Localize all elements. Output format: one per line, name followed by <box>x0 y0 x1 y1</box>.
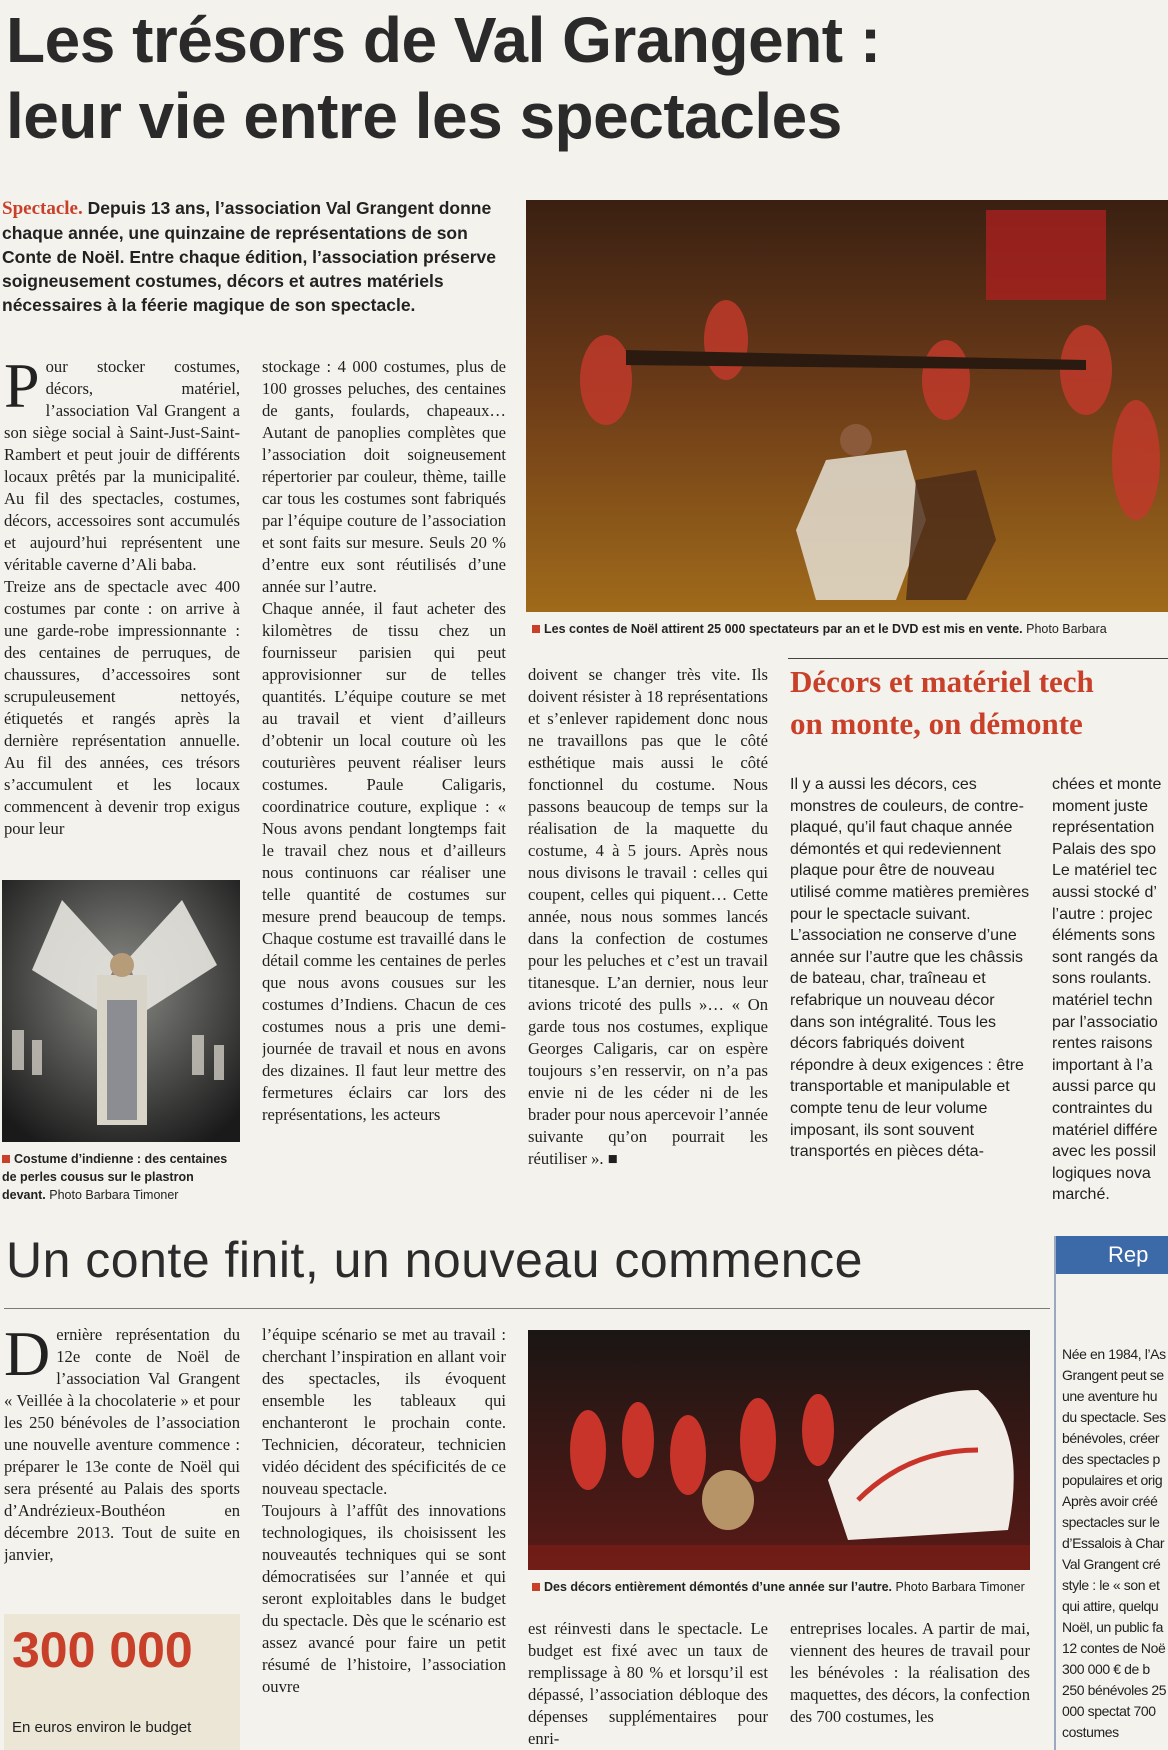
decors-column-1 <box>790 774 1030 1216</box>
christmas-tale-credit: Photo Barbara <box>1022 622 1107 636</box>
decor-photo <box>528 1330 1030 1570</box>
sidebar-text <box>1062 1344 1168 1750</box>
decor-caption-text: Des décors entièrement démontés d’une année sur l’autre. <box>544 1580 893 1594</box>
sidebar-border <box>1054 1236 1056 1750</box>
christmas-tale-illustration <box>526 200 1168 612</box>
article1-col1-para-b: Treize ans de spectacle avec 400 costumes par conte : on arrive à une garde-robe impressionnante : des centaines de perruques, de chaussures, d’accessoires sont scrupuleusement nettoyés, étiquetés et rangés après la dernière représentation annuelle. Au fil des années, ces trésors s’accumulent et les locaux commencent à devenir trop exigus pour leur <box>4 577 240 838</box>
article1-col2-para-b: Chaque année, il faut acheter des kilomètres de tissu chez un fournisseur parisien qui peut approvisionner sur de telles quantités. L’équipe couture se met au travail et vient d’ailleurs d’obtenir un local couture où les couturières peuvent réaliser leurs costumes. Paule Caligaris, coordinatrice couture, explique : « Nous avons pendant longtemps fait le travail chez nous et d’ailleurs nous continuons car réaliser une telle quantité de costumes sur mesure prend beaucoup de temps. Chaque costume est travaillé dans le détail comme les centaines de perles que nous avons cousues sur les costumes d’Indiens. Chacun de ces costumes nous a pris une demi-journée de travail et nous en avons des dizaines. Il faut leur mettre des fermetures éclairs car lors des représentations, les acteurs <box>262 599 506 1124</box>
section2-rule <box>4 1308 1050 1309</box>
christmas-tale-caption <box>532 620 1168 638</box>
decors-column-2 <box>1052 774 1168 1216</box>
indian-costume-caption-text: Costume d’indienne : des centaines de perles cousus sur le plastron devant. <box>2 1152 228 1202</box>
caption-square-icon <box>532 625 540 633</box>
caption-square-icon <box>2 1155 10 1163</box>
section2-column-4 <box>790 1618 1030 1750</box>
decors-top-rule <box>788 658 1168 659</box>
section2-title: Un conte finit, un nouveau commence <box>6 1232 863 1288</box>
section2-col3-text: est réinvesti dans le spectacle. Le budget est fixé avec un taux de remplissage à 80 % et lorsqu’il est dépassé, l’association débloque des dépenses supplémentaires pour enri- <box>528 1619 768 1748</box>
article1-column-2 <box>262 356 506 1216</box>
christmas-tale-photo <box>526 200 1168 612</box>
indian-costume-caption <box>2 1150 240 1204</box>
article1-column-3 <box>528 664 768 1216</box>
indian-costume-credit: Photo Barbara Timoner <box>45 1188 179 1202</box>
sidebar-text-body: Née en 1984, l’As Grangent peut se une aventure hu du spectacle. Ses bénévoles, créer des spectacles p populaires et orig Après avoir créé spectacles sur le d’Essalois à Char Val Grangent cré style : le « son et qui attire, quelqu Noël, un public fa 12 contes de Noë 300 000 € de b 250 bénévoles 25 000 spectat 700 costumes <box>1062 1346 1167 1740</box>
decors-title-line-1: Décors et matériel tech <box>790 664 1094 699</box>
article1-col3-text: doivent se changer très vite. Ils doivent résister à 18 représentations et s’enlever rapidement donc nous ne travaillons pas que le côté esthétique mais aussi le côté fonctionnel du costume. Nous passons beaucoup de temps sur la réalisation de la maquette du costume, 4 à 5 jours. Après nous nous divisons le travail : celles qui coupent, celles qui piquent… Cette année, nous nous sommes lancés dans la confection de costumes pour les peluches et c’est un travail titanesque. L’an dernier, nous leur avions tricoté des pulls »… « On garde tous nos costumes, explique Georges Caligaris, car on espère toujours s’en resservir, on n’a pas envie ni de les céder ni de les brader pour nous apercevoir l’année suivante qu’on pourrait les réutiliser ». ■ <box>528 665 768 1168</box>
indian-costume-illustration <box>2 880 240 1142</box>
section2-col1-text: ernière représentation du 12e conte de Noël de l’association Val Grangent « Veillée à la chocolaterie » et pour les 250 bénévoles de l’association une nouvelle aventure commence : préparer le 13e conte de Noël qui sera présenté au Palais des sports d’Andrézieux-Bouthéon en décembre 2013. Tout de suite en janvier, <box>4 1325 240 1564</box>
lead-paragraph <box>2 196 498 317</box>
headline-line-1: Les trésors de Val Grangent : <box>6 4 881 76</box>
section2-column-1 <box>4 1324 240 1612</box>
section2-column-3 <box>528 1618 768 1750</box>
sidebar-tab: Rep <box>1056 1236 1168 1274</box>
lead-kicker: Spectacle. <box>2 198 83 219</box>
section2-col4-text: entreprises locales. A partir de mai, viennent des heures de travail pour les bénévoles : la réalisation des maquettes, des décors, la confection des 700 costumes, les <box>790 1619 1030 1726</box>
decors-col1-text: Il y a aussi les décors, ces monstres de couleurs, de contre-plaqué, qu’il faut chaque année démontés et qui redeviennent plaque pour être de nouveau utilisé comme matières premières pour le spectacle suivant. L’association ne conserve d’une année sur l’autre que les châssis de bateau, char, traîneau et refabrique un nouveau décor dans son intégralité. Tous les décors fabriqués doivent répondre à deux exigences : être transportable et manipulable et compte tenu de leur volume imposant, ils sont souvent transportés en pièces déta- <box>790 776 1030 1161</box>
budget-caption: En euros environ le budget <box>12 1719 192 1736</box>
article1-col2-para-a: stockage : 4 000 costumes, plus de 100 grosses peluches, des centaines de gants, foulards, chapeaux… Autant de panoplies complètes que l’association doit soigneusement répertorier par couleur, thème, taille car tous les costumes sont fabriqués par l’équipe couture de l’association et sont faits sur mesure. Seuls 20 % d’entre eux sont réutilisés d’une année sur l’autre. <box>262 357 506 596</box>
indian-costume-photo <box>2 880 240 1142</box>
decor-illustration <box>528 1330 1030 1570</box>
christmas-tale-caption-text: Les contes de Noël attirent 25 000 spectateurs par an et le DVD est mis en vente. <box>544 622 1023 636</box>
decors-col2-text: chées et monte moment juste représentation Palais des spo Le matériel tec aussi stocké d’ l’autre : projec éléments sons sont rangés da sons roulants. matériel techn par l’associatio rentes raisons important à l’a aussi parce qu contraintes du matériel différe avec les possil logiques nova marché. <box>1052 776 1162 1204</box>
lead-text: Depuis 13 ans, l’association Val Grangent donne chaque année, une quinzaine de représentations de son Conte de Noël. Entre chaque édition, l’association préserve soigneusement costumes, décors et autres matériels nécessaires à la féerie magique de son spectacle. <box>2 198 497 315</box>
section2-col2-para-a: l’équipe scénario se met au travail : cherchant l’inspiration en allant voir des spectacles, ils évoquent ensemble les tableaux qui enchanteront le prochain conte. Technicien, décorateur, technicien vidéo décident des spécificités de ce nouveau spectacle. <box>262 1325 506 1498</box>
section2-col2-para-b: Toujours à l’affût des innovations technologiques, ils choisissent les nouveautés techniques qui se sont démocratisées sur l’année et qui seront exploitables dans le budget du spectacle. Dès que le scénario est assez avancé pour faire un petit résumé de l’histoire, l’association ouvre <box>262 1501 506 1696</box>
decors-title-line-2: on monte, on démonte <box>790 706 1083 741</box>
dropcap-d: D <box>4 1324 51 1389</box>
dropcap-p: P <box>4 356 40 421</box>
caption-square-icon <box>532 1583 540 1591</box>
headline-line-2: leur vie entre les spectacles <box>6 80 842 152</box>
budget-number: 300 000 <box>12 1622 193 1678</box>
article1-col1-para-a: our stocker costumes, décors, matériel, l’association Val Grangent a son siège social à Saint-Just-Saint-Rambert et peut jouir de différents locaux prêtés par la municipalité. Au fil des spectacles, costumes, décors, accessoires sont accumulés et aujourd’hui représentent une véritable caverne d’Ali baba. <box>4 357 240 574</box>
decor-caption <box>532 1578 1028 1596</box>
section2-column-2 <box>262 1324 506 1750</box>
article1-column-1 <box>4 356 240 866</box>
decor-credit: Photo Barbara Timoner <box>892 1580 1025 1594</box>
